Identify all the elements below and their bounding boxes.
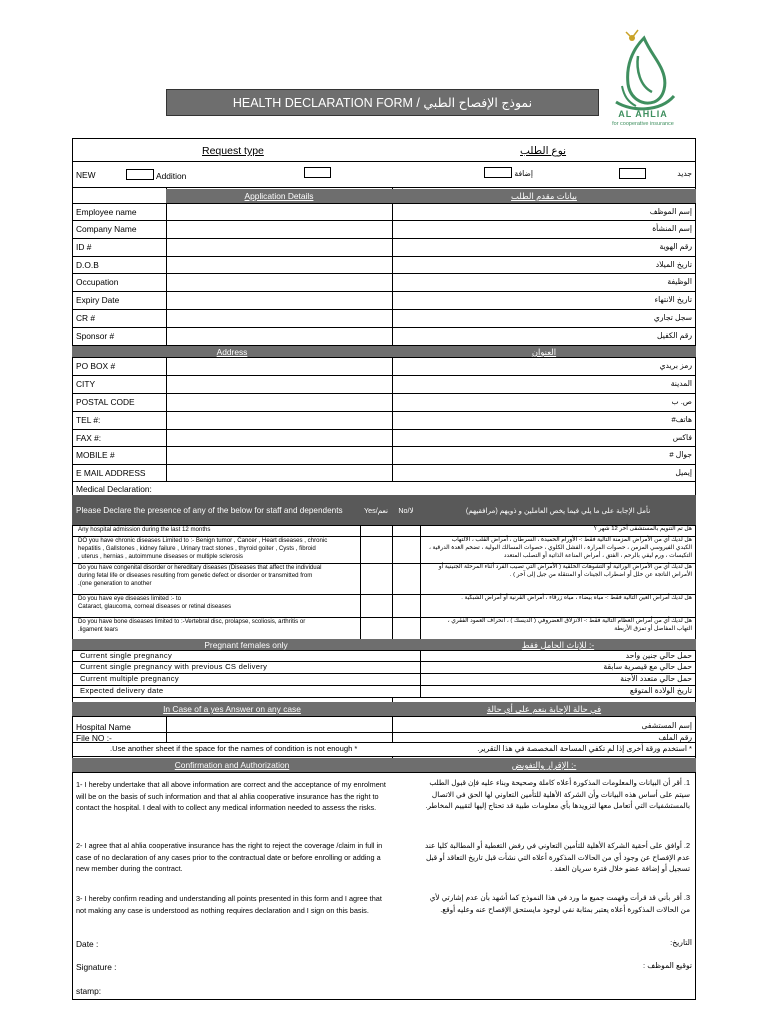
medical-question-3-line-1: Cataract, glaucoma, corneal diseases or retinal diseases bbox=[78, 603, 232, 610]
pregnant-option-ar-3: تاريخ الولادة المتوقع bbox=[629, 686, 692, 695]
address-field-0[interactable] bbox=[167, 358, 391, 374]
application-field-4[interactable] bbox=[167, 274, 391, 290]
address-field-ar-1[interactable] bbox=[393, 376, 623, 392]
hospital-name-label: Hospital Name bbox=[76, 722, 131, 732]
pregnant-option-0: Current single pregnancy bbox=[80, 651, 173, 660]
medical-yes-cell-3[interactable] bbox=[361, 595, 391, 616]
address-field-1[interactable] bbox=[167, 376, 391, 392]
application-label-1: Company Name bbox=[76, 224, 137, 234]
new-checkbox[interactable] bbox=[126, 169, 154, 180]
application-field-0[interactable] bbox=[167, 204, 391, 220]
address-label-ar-0: رمز بريدي bbox=[659, 361, 692, 370]
application-label-5: Expiry Date bbox=[76, 295, 120, 305]
medical-no-cell-0[interactable] bbox=[393, 526, 419, 535]
address-field-ar-2[interactable] bbox=[393, 394, 623, 410]
request-type-heading: Request type bbox=[202, 145, 264, 157]
medical-yes-cell-4[interactable] bbox=[361, 618, 391, 638]
application-field-2[interactable] bbox=[167, 239, 391, 255]
medical-question-2-line-1: during fetal life or diseases resulting from genetic defect or disorder or transmitted from bbox=[78, 572, 313, 579]
medical-question-ar-1-line-2: التكيسات ، ورم ليفي بالرحم ، الفتق ، أمراض المناعة الذاتية أو التصلب المتعدد bbox=[503, 553, 692, 559]
extra-sheet-note: .Use another sheet if the space for the names of condition is not enough * bbox=[110, 744, 358, 753]
signature-field[interactable] bbox=[125, 959, 365, 973]
address-label-ar-4: فاكس bbox=[672, 433, 692, 442]
request-type-heading-ar: نوع الطلب bbox=[520, 145, 567, 157]
medical-question-3-line-0: Do you have eye diseases limited :- to bbox=[78, 595, 181, 602]
address-label-2: POSTAL CODE bbox=[76, 397, 135, 407]
pregnant-option-ar-2: حمل حالي متعدد الأجنة bbox=[620, 674, 692, 683]
signature-label: Signature : bbox=[76, 962, 117, 972]
confirmation-item-3: 3- I hereby confirm reading and understanding all points presented in this form and I agree that not making any case is understood as nothing requires declaration and I sign on this basis. bbox=[76, 894, 382, 915]
application-field-3[interactable] bbox=[167, 257, 391, 273]
hospital-name-label-ar: إسم المستشفى bbox=[641, 721, 692, 730]
medical-yes-cell-1[interactable] bbox=[361, 537, 391, 562]
application-field-ar-2[interactable] bbox=[393, 239, 623, 255]
confirmation-item-2: 2- I agree that al ahlia cooperative insurance has the right to reject the coverage /claim in full in case of no declaration of any cases prior to the contractual date or before enrolling or adding a new member during the contract. bbox=[76, 841, 383, 873]
address-label-5: MOBILE # bbox=[76, 450, 115, 460]
application-label-7: Sponsor # bbox=[76, 331, 115, 341]
application-field-ar-3[interactable] bbox=[393, 257, 623, 273]
date-label-ar: التاريخ: bbox=[670, 938, 692, 947]
pregnant-answer-3[interactable] bbox=[300, 686, 418, 696]
address-label-3: TEL #: bbox=[76, 415, 101, 425]
medical-question-0-line-0: Any hospital admission during the last 12 months bbox=[78, 526, 211, 533]
signature-label-ar: توقيع الموظف : bbox=[643, 961, 692, 970]
address-label-ar-6: إيميل bbox=[675, 468, 692, 477]
application-field-ar-6[interactable] bbox=[393, 310, 623, 326]
pregnant-option-1: Current single pregnancy with previous CS delivery bbox=[80, 662, 268, 671]
application-field-5[interactable] bbox=[167, 292, 391, 308]
application-field-1[interactable] bbox=[167, 221, 391, 237]
application-label-3: D.O.B bbox=[76, 260, 99, 270]
pregnant-answer-0[interactable] bbox=[300, 651, 418, 661]
address-field-2[interactable] bbox=[167, 394, 391, 410]
confirmation-item-3-ar: 3. أقر بأني قد قرأت وفهمت جميع ما ورد في هذا النموذج كما أشهد بأن عدم إشارتي لأي من الحالات المذكورة أعلاه يعتبر بمثابة نفي لوجود مايستحق الإفصاح عنه وعليه أوقع. bbox=[429, 893, 690, 914]
confirmation-band-ar: الإقرار والتفويض :- bbox=[392, 758, 696, 772]
logo-wordmark: AL AHLIA bbox=[618, 109, 668, 119]
address-label-ar-1: المدينة bbox=[670, 379, 692, 388]
medical-question-4-line-0: Do you have bone diseases limited to :-Vertebral disc, prolapse, scoliosis, arthritis or bbox=[78, 618, 306, 625]
new-label: NEW bbox=[76, 170, 96, 180]
address-field-ar-3[interactable] bbox=[393, 412, 623, 428]
application-field-6[interactable] bbox=[167, 310, 391, 326]
date-label: Date : bbox=[76, 939, 99, 949]
application-label-ar-5: تاريخ الانتهاء bbox=[654, 295, 692, 304]
addition-checkbox-ar[interactable] bbox=[484, 167, 512, 178]
medical-band: Please Declare the presence of any of the below for staff and dependents bbox=[72, 495, 360, 525]
yes-case-band-ar: في حالة الإجابة بنعم على أي حالة bbox=[392, 702, 696, 716]
medical-question-2-line-2: .(one generation to another bbox=[78, 580, 152, 587]
confirmation-item-1: 1- I hereby undertake that all above information are correct and the acceptance of my enrolment will be on the basis of such information and that al ahlia cooperative insurance has the right to contact the hospital. I deal with to collect any medical information needed to assess the risks. bbox=[76, 780, 386, 812]
file-no-label-ar: رقم الملف bbox=[658, 733, 692, 742]
application-field-ar-0[interactable] bbox=[393, 204, 623, 220]
pregnant-option-ar-0: حمل حالي جنين واحد bbox=[625, 651, 692, 660]
hospital-name-field[interactable] bbox=[166, 720, 392, 732]
form-title: HEALTH DECLARATION FORM / نموذج الإفصاح الطبي bbox=[166, 89, 599, 116]
extra-sheet-note-ar: * استخدم ورقة أخرى إذا لم تكفي المساحة المخصصة في هذا التقرير. bbox=[477, 744, 692, 753]
application-details-band: Application Details bbox=[166, 189, 392, 203]
pregnant-option-2: Current multiple pregnancy bbox=[80, 674, 179, 683]
medical-question-ar-4-line-0: هل لديك أي من أمراض العظام التالية فقط :- الانزلاق الغضروفي ( الديسك ) ، انحراف العمود الفقري ، bbox=[447, 618, 692, 624]
application-label-6: CR # bbox=[76, 313, 96, 323]
medical-declaration-label: Medical Declaration: bbox=[76, 484, 152, 494]
medical-question-1-line-0: DO you have chronic diseases Limited to :- Benign tumor , Cancer , Heart diseases , chronic bbox=[78, 537, 328, 544]
application-label-ar-3: تاريخ الميلاد bbox=[655, 260, 692, 269]
address-field-5[interactable] bbox=[167, 447, 391, 463]
address-field-4[interactable] bbox=[167, 430, 391, 446]
medical-no-cell-2[interactable] bbox=[393, 564, 419, 593]
medical-question-ar-3-line-0: هل لديك أمراض العين التالية فقط :- مياه بيضاء ، مياه زرقاء ، أمراض القرنية أو أمراض الشبكية . bbox=[461, 595, 692, 601]
addition-label: Addition bbox=[156, 171, 187, 181]
pregnant-answer-1[interactable] bbox=[300, 662, 418, 672]
address-label-4: FAX #: bbox=[76, 433, 102, 443]
medical-question-ar-1-line-1: الكبدي الفيروسي المزمن ، حصوات المرارة ، الفشل الكلوي ، حصوات المسالك البولية ، تضخم الغدة الدرقية ، bbox=[428, 545, 692, 551]
no-column-header: No/لا bbox=[392, 495, 420, 525]
medical-no-cell-3[interactable] bbox=[393, 595, 419, 616]
address-field-ar-5[interactable] bbox=[393, 447, 623, 463]
address-field-3[interactable] bbox=[167, 412, 391, 428]
application-field-ar-7[interactable] bbox=[393, 328, 623, 344]
medical-question-4-line-1: .ligament tears bbox=[78, 626, 118, 633]
medical-question-ar-2-line-0: هل لديك أي من الأمراض الوراثية أو التشوهات الخلقية ( الأمراض التي تصيب الفرد أثناء المرحلة الجنينية أو bbox=[438, 564, 692, 570]
application-field-ar-1[interactable] bbox=[393, 221, 623, 237]
confirmation-item-2-ar: 2. أوافق على أحقية الشركة الأهلية للتأمين التعاوني في رفض التغطية أو المطالبة كليا عند عدم الإفصاح عن وجود أي من الحالات المذكورة أعلاه التي نشأت قبل تاريخ التعاقد أو قبل تسجيل أو إضافة عضو خلال فترة سريان العقد . bbox=[425, 841, 690, 873]
medical-question-ar-0-line-0: هل تم التنويم بالمستشفى آخر 12 شهر ؟ bbox=[593, 526, 692, 532]
application-label-2: ID # bbox=[76, 242, 92, 252]
medical-question-1-line-1: hepatitis , Gallstones , kidney failure , Urinary tract stones , thyroid goiter , Cysts , fibroid bbox=[78, 545, 316, 552]
medical-question-ar-1-line-0: هل لديك أي من الأمراض المزمنة التالية فقط :- الأورام الحميدة ، السرطان ، أمراض القلب ، الالتهاب bbox=[451, 537, 692, 543]
address-label-0: PO BOX # bbox=[76, 361, 116, 371]
medical-yes-cell-2[interactable] bbox=[361, 564, 391, 593]
application-field-7[interactable] bbox=[167, 328, 391, 344]
address-label-6: E MAIL ADDRESS bbox=[76, 468, 146, 478]
address-label-ar-3: هاتف# bbox=[671, 415, 692, 424]
pregnant-option-ar-1: حمل حالي مع قيصرية سابقة bbox=[603, 662, 692, 671]
address-field-ar-6[interactable] bbox=[393, 465, 623, 481]
file-no-label: File NO :- bbox=[76, 733, 112, 743]
medical-band-ar: نأمل الإجابة على ما يلي فيما يخص العاملين و ذويهم (مرافقيهم) bbox=[420, 495, 696, 525]
medical-question-2-line-0: Do you have congenital disorder or hereditary diseases (Diseases that affect the individual bbox=[78, 564, 322, 571]
stamp-field[interactable] bbox=[110, 983, 350, 997]
address-band-ar: العنوان bbox=[392, 346, 696, 357]
file-no-field[interactable] bbox=[166, 732, 392, 742]
date-field[interactable] bbox=[110, 936, 350, 950]
yes-column-header: Yes/نعم bbox=[360, 495, 392, 525]
medical-question-ar-4-line-1: التهاب المفاصل أو تمزق الأربطة bbox=[614, 626, 692, 632]
address-label-ar-2: ص. ب bbox=[671, 397, 692, 406]
address-band: Address bbox=[72, 346, 392, 357]
address-label-1: CITY bbox=[76, 379, 96, 389]
pregnant-option-3: Expected delivery date bbox=[80, 686, 164, 695]
medical-no-cell-1[interactable] bbox=[393, 537, 419, 562]
application-label-ar-7: رقم الكفيل bbox=[657, 331, 692, 340]
addition-label-ar: إضافة bbox=[514, 169, 533, 178]
yes-case-band: In Case of a yes Answer on any case bbox=[72, 702, 392, 716]
confirmation-band: Confirmation and Authorization bbox=[72, 758, 392, 772]
address-label-ar-5: جوال # bbox=[669, 450, 692, 459]
application-label-0: Employee name bbox=[76, 207, 137, 217]
logo-tagline: for cooperative insurance bbox=[612, 121, 674, 127]
confirmation-item-1-ar: 1. أقر أن البيانات والمعلومات المذكورة أعلاه كاملة وصحيحة وبناء عليه فإن قبول الطلب سيتم على أساس هذه البيانات وأن الشركة الأهلية للتأمين التعاوني لها الحق في الاتصال بالمستشفيات التي أتعامل معها لتزويدها بأي معلومات طبية قد تحتاج إليها لتقييم المخاطر. bbox=[425, 778, 690, 810]
pregnant-band-ar: للإناث الحامل فقط :- bbox=[420, 639, 696, 650]
address-field-ar-4[interactable] bbox=[393, 430, 623, 446]
application-label-ar-4: الوظيفة bbox=[667, 277, 692, 286]
addition-checkbox[interactable] bbox=[304, 167, 331, 178]
medical-yes-cell-0[interactable] bbox=[361, 526, 391, 535]
application-label-ar-0: إسم الموظف bbox=[649, 207, 692, 216]
application-field-ar-5[interactable] bbox=[393, 292, 623, 308]
application-label-ar-2: رقم الهوية bbox=[659, 242, 692, 251]
address-field-6[interactable] bbox=[167, 465, 391, 481]
medical-question-ar-2-line-1: الأمراض الناتجة عن خلل أو اضطراب الجينات أو المنتقلة من جيل إلى آخر ) . bbox=[509, 572, 692, 578]
address-field-ar-0[interactable] bbox=[393, 358, 623, 374]
application-field-ar-4[interactable] bbox=[393, 274, 623, 290]
new-label-ar: جديد bbox=[677, 169, 692, 178]
application-label-4: Occupation bbox=[76, 277, 119, 287]
application-label-ar-1: إسم المنشأة bbox=[652, 224, 692, 233]
medical-question-1-line-2: , uterus , hernias , autoimmune diseases or multiple sclerosis bbox=[78, 553, 243, 560]
pregnant-answer-2[interactable] bbox=[300, 674, 418, 684]
application-details-band-ar: بيانات مقدم الطلب bbox=[392, 189, 696, 203]
application-label-ar-6: سجل تجاري bbox=[653, 313, 692, 322]
medical-no-cell-4[interactable] bbox=[393, 618, 419, 638]
pregnant-band: Pregnant females only bbox=[72, 639, 420, 650]
stamp-label: stamp: bbox=[76, 986, 102, 996]
new-checkbox-ar[interactable] bbox=[619, 168, 646, 179]
